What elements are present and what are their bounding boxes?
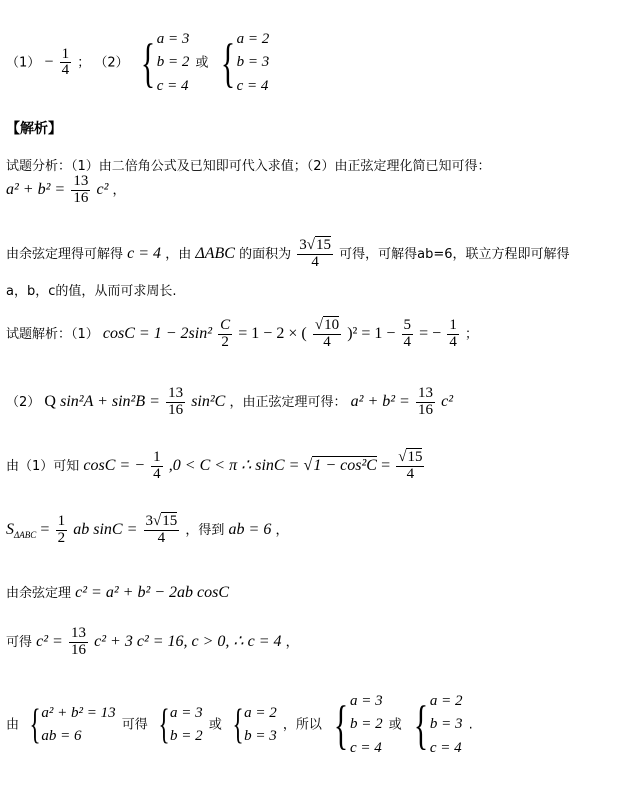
system-c: { a = 2 b = 3 [232,701,277,748]
answer-system-1: { a = 3 b = 2 c = 4 [140,31,190,94]
answer-part1-label: （1） [6,55,41,71]
system-e: { a = 2 b = 3 c = 4 [413,693,463,756]
answer-line [6,28,271,98]
analysis-line-3: 由余弦定理得可解得 c = 4 ，由 ΔABC 的面积为 $\frac{3√15}{4}$ 可得，可解得ab=6，联立方程即可解得 [6,237,570,270]
answer-separator: ； [77,55,91,71]
solution-step-5: 由余弦定理 c² = a² + b² − 2ab cosC [6,584,230,601]
system-d: { a = 3 b = 2 c = 4 [333,693,383,756]
solution-step-4: $S_{\Delta ABC}$ = $\frac{1}{2}$ ab sinC = $\frac{3√15}{4}$ ，得到 ab = 6 ， [6,513,289,546]
analysis-line-1: 试题分析：（1）由二倍角公式及已知即可代入求值；（2）由正弦定理化简已知可得： [6,159,491,174]
answer-part2-label: （2） [94,55,129,71]
answer-part1-sign: − [44,53,54,71]
answer-or: 或 [195,55,209,71]
analysis-equation: a² + b² = $\frac{13}{16}$ c² ， [6,173,126,206]
answer-part1-fraction: $\frac{1}{4}$ [61,45,70,79]
system-b: { a = 3 b = 2 [158,701,203,748]
answer-system-2: { a = 2 b = 3 c = 4 [220,31,270,94]
solution-part1: 试题解析：（1） cosC = 1 − 2sin² $\frac{C}{2}$ = 1 − 2 × ( $\frac{√10}{4}$ )² = 1 − $\frac{5}{4}$ = − $\frac{1}{4}$ ； [6,317,478,350]
solution-part2: （2） Q sin²A + sin²B = $\frac{13}{16}$ sin²C ，由正弦定理可得： a² + b² = $\frac{13}{16}$ c² [6,385,454,418]
analysis-line-4: a，b，c的值，从而可求周长. [6,284,177,299]
section-heading: 【解析】 [6,121,62,137]
solution-step-6: 可得 c² = $\frac{13}{16}$ c² + 3 c² = 16, c > 0, ∴ c = 4 ， [6,625,299,658]
system-a: { a² + b² = 13 ab = 6 [29,701,116,748]
solution-step-3: 由（1）可知 cosC = − $\frac{1}{4}$ ,0 < C < π ∴ sinC = √1 − cos²C = $\frac{√15}{4}$ [6,449,423,482]
solution-step-7: 由 { a² + b² = 13 ab = 6 可得 { a = 3 b = 2 或 { a = 2 b = 3 ，所以 { a = 3 b = 2 c = 4 或 { a = 2 b = 3 c = 4 . [6,690,473,760]
